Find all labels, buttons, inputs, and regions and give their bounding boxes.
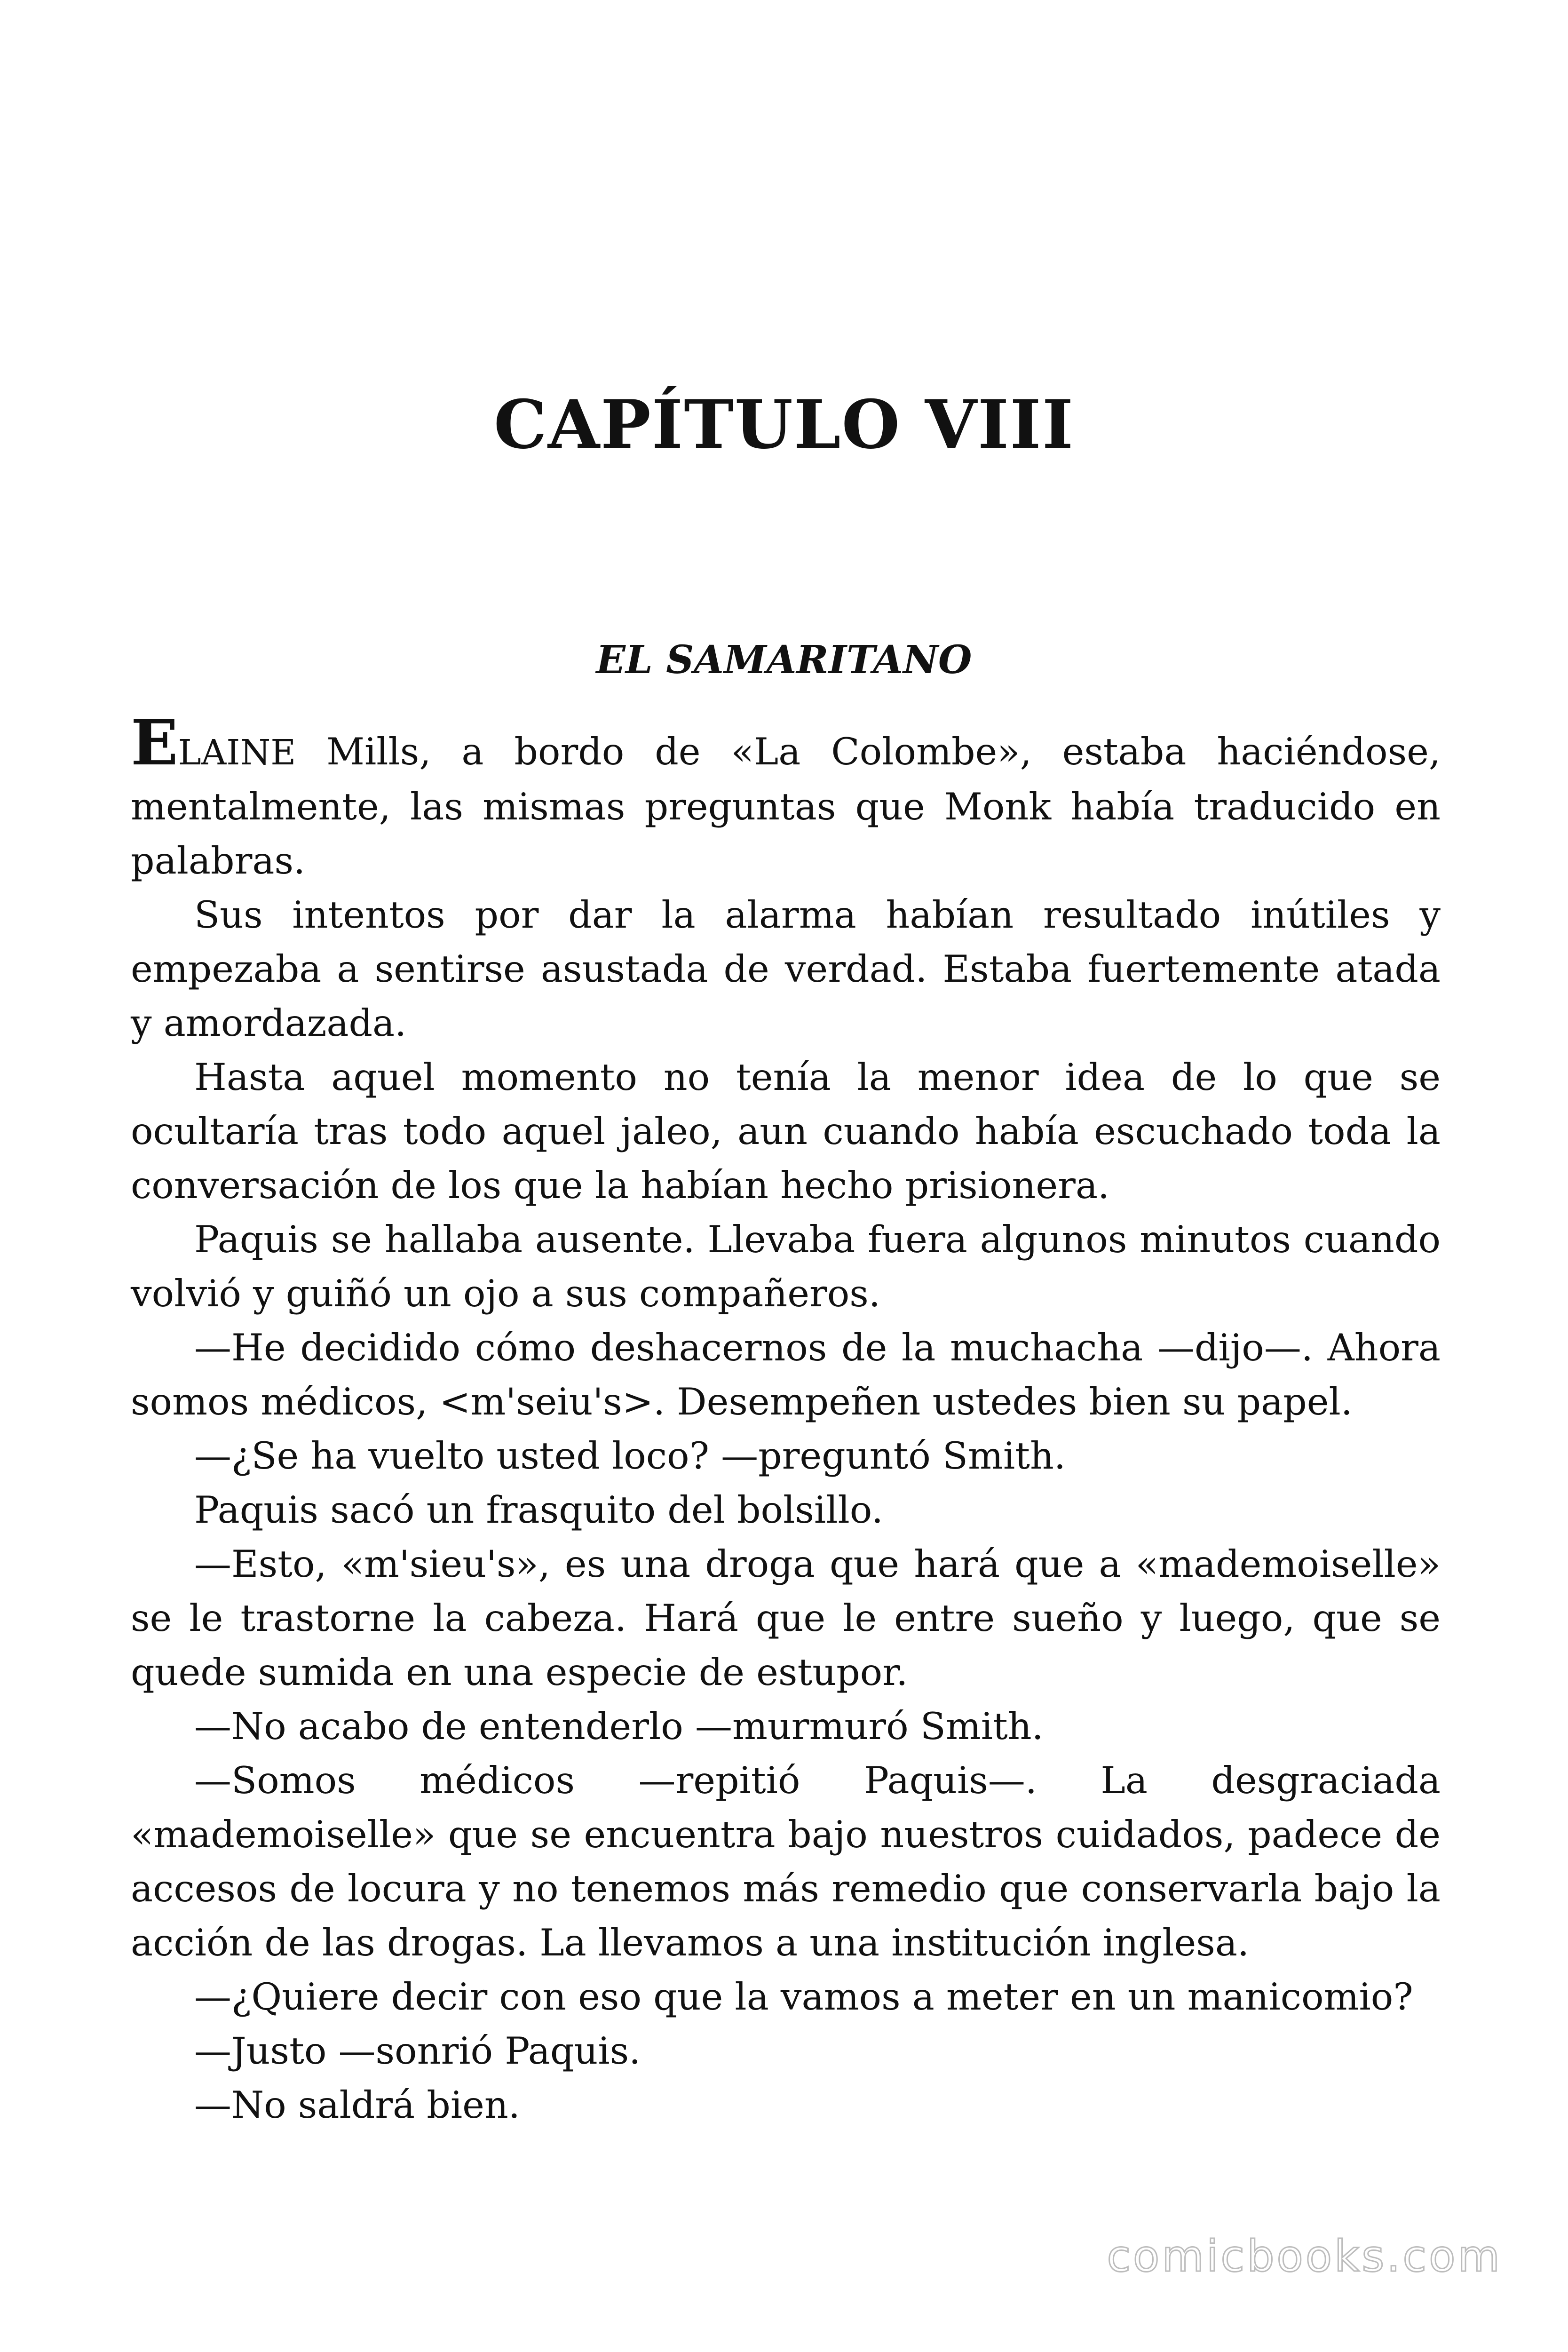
chapter-title: CAPÍTULO VIII xyxy=(493,386,1075,464)
paragraph: Hasta aquel momento no tenía la menor idea de lo que se ocultaría tras todo aquel jaleo, aun cuando había escuchado toda la conversación de los que la habían hecho prisionera. xyxy=(131,1056,1441,1207)
paragraph: Paquis se hallaba ausente. Llevaba fuera algunos minutos cuando volvió y guiñó un ojo a sus compañeros. xyxy=(131,1218,1441,1315)
paragraph: —¿Quiere decir con eso que la vamos a meter en un manicomio? xyxy=(194,1975,1413,2018)
drop-cap: E xyxy=(131,707,178,779)
paragraph: Paquis sacó un frasquito del bolsillo. xyxy=(194,1488,884,1532)
paragraph: —¿Se ha vuelto usted loco? —preguntó Smith. xyxy=(194,1434,1066,1478)
watermark: comicbooks.com xyxy=(1107,2231,1502,2281)
opening-smallcaps: LAINE xyxy=(178,732,296,773)
paragraph: —Justo —sonrió Paquis. xyxy=(194,2029,641,2073)
paragraph: —No saldrá bien. xyxy=(194,2083,520,2127)
paragraph: Sus intentos por dar la alarma habían resultado inútiles y empezaba a sentirse asustada de verdad. Estaba fuertemente atada y amordazada. xyxy=(131,893,1441,1045)
paragraph: —Esto, «m'sieu's», es una droga que hará que a «mademoiselle» se le trastorne la cabeza. Hará que le entre sueño y luego, que se quede sumida en una especie de estupor. xyxy=(131,1542,1441,1694)
opening-text: Mills, a bordo de «La Colombe», estaba haciéndose, mentalmente, las mismas preguntas que Monk había traducido en palabras. xyxy=(131,730,1441,882)
chapter-subtitle: EL SAMARITANO xyxy=(596,637,972,683)
paragraph: —He decidido cómo deshacernos de la muchacha —dijo—. Ahora somos médicos, <m'seiu's>. Desempeñen ustedes bien su papel. xyxy=(131,1326,1441,1423)
opening-paragraph xyxy=(131,707,1441,888)
paragraph: —Somos médicos —repitió Paquis—. La desgraciada «mademoiselle» que se encuentra bajo nuestros cuidados, padece de accesos de locura y no tenemos más remedio que conservarla bajo la acción de las drogas. La llevamos a una institución inglesa. xyxy=(131,1759,1441,1964)
chapter-body xyxy=(131,707,1441,2132)
paragraph: —No acabo de entenderlo —murmuró Smith. xyxy=(194,1705,1044,1748)
